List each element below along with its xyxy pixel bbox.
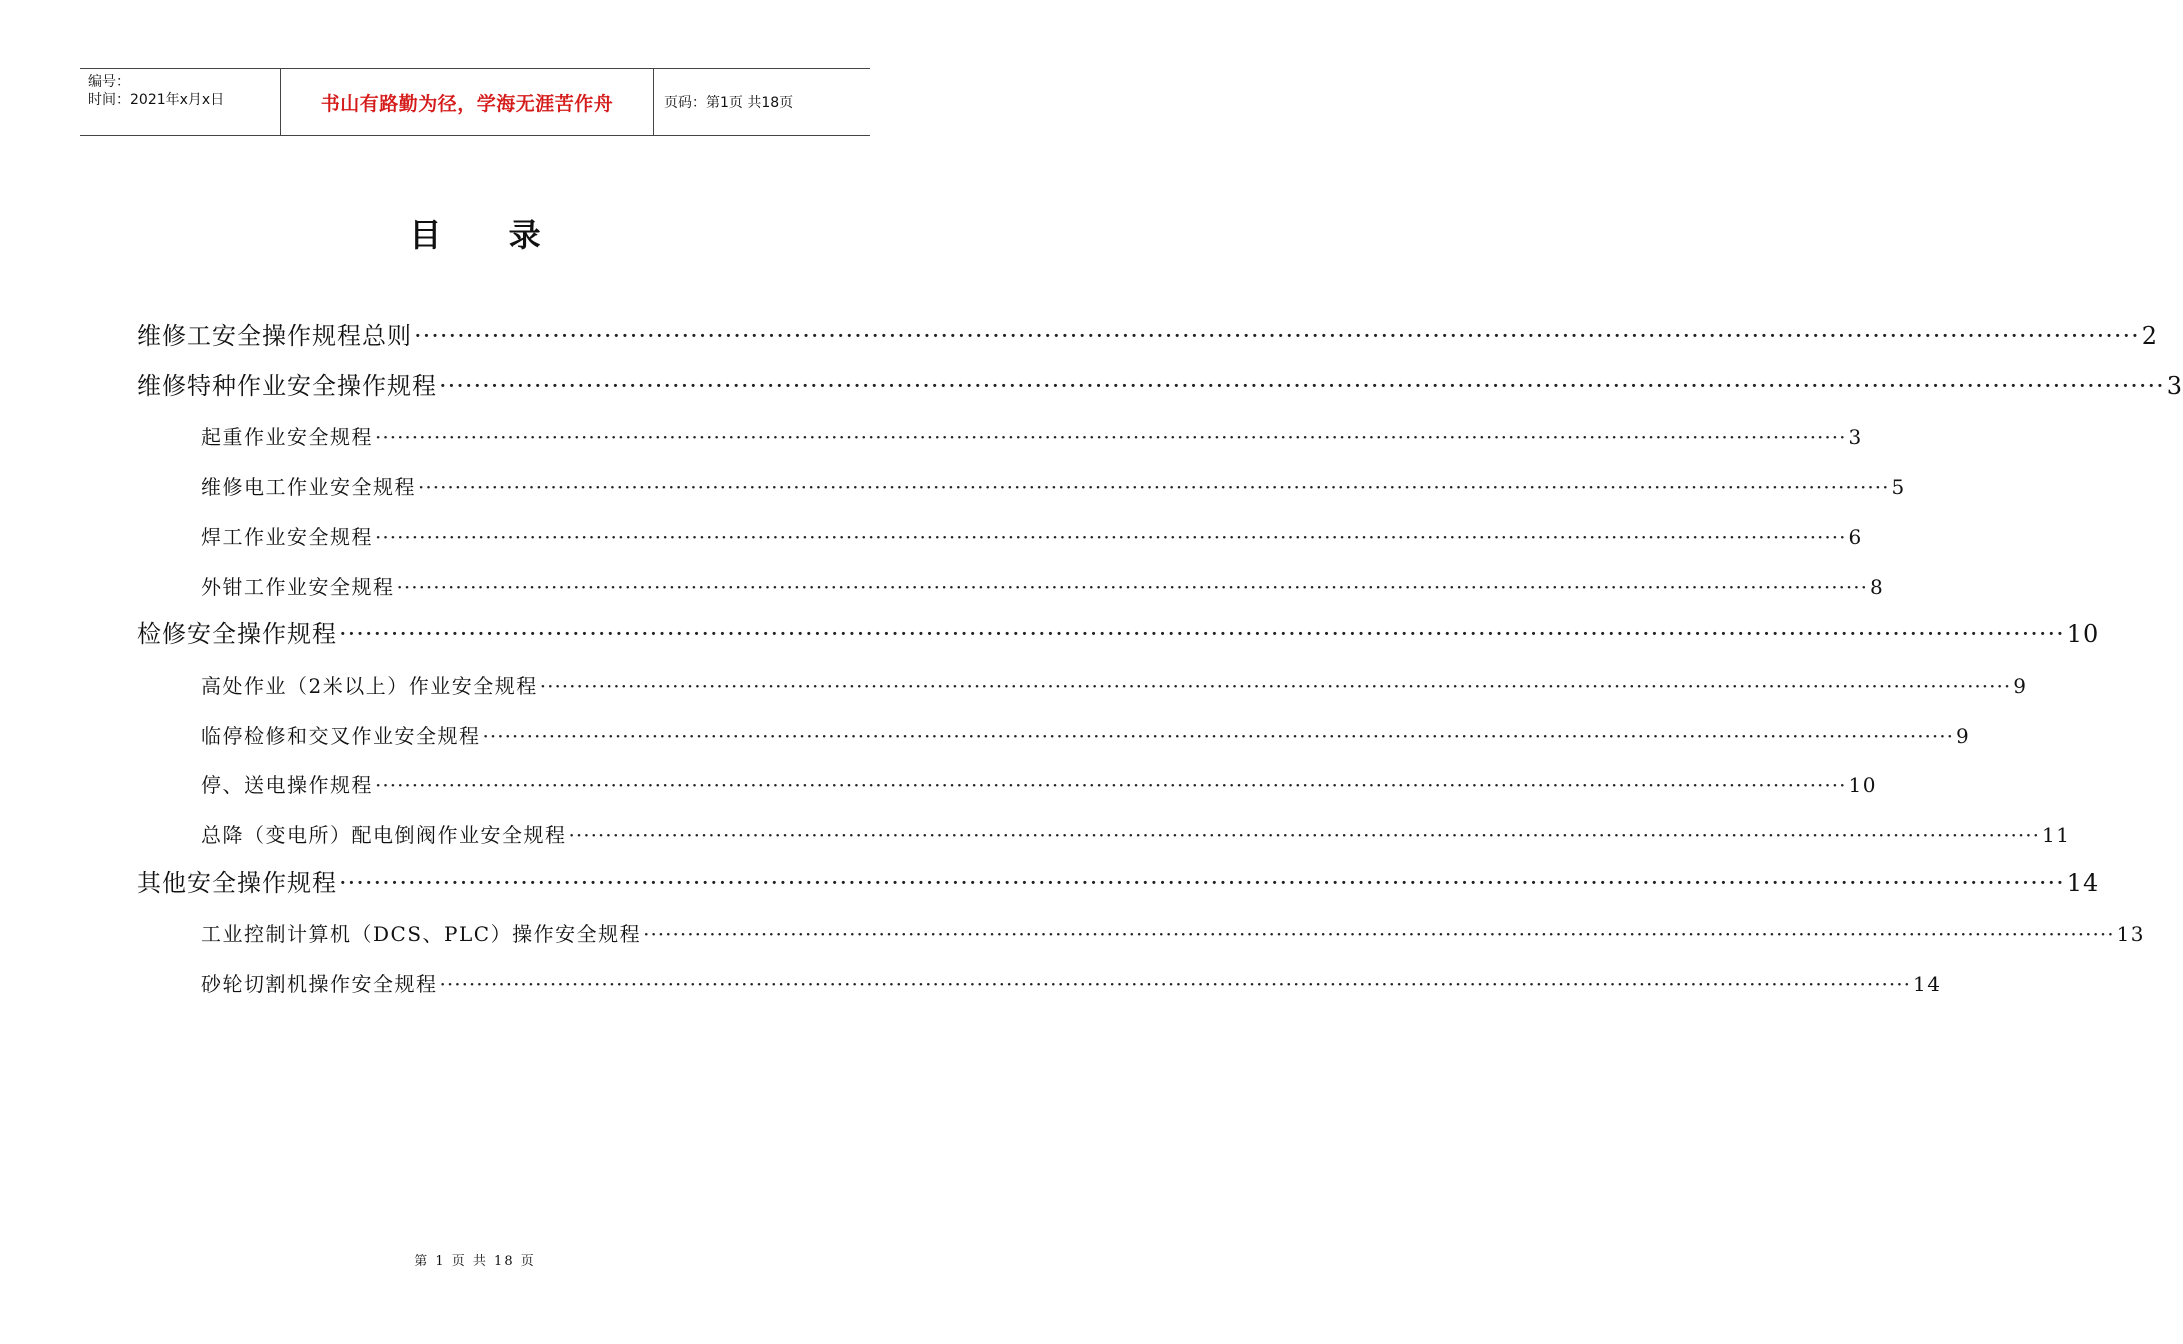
toc-dot-leader: ········································································································································································································: [414, 322, 2140, 350]
toc-dot-leader: ········································································································································································································: [418, 475, 1890, 500]
toc-entry-subsection[interactable]: [201, 918, 2146, 947]
toc-dot-leader: ········································································································································································································: [643, 922, 2115, 947]
toc-entry-label: 高处作业（2米以上）作业安全规程: [201, 673, 538, 698]
toc-entry-subsection[interactable]: [201, 571, 1885, 600]
serial-label: 编号：: [88, 74, 130, 90]
toc-entry-label: 检修安全操作规程: [137, 620, 337, 649]
toc-entry-label: 维修工安全操作规程总则: [137, 322, 412, 350]
toc-entry-section[interactable]: [137, 614, 2100, 649]
toc-entry-page: 5: [1891, 475, 1906, 500]
toc-dot-leader: ········································································································································································································: [339, 620, 2065, 649]
toc-entry-section[interactable]: [137, 366, 2183, 401]
toc-entry-subsection[interactable]: [201, 769, 1877, 798]
toc-entry-label: 起重作业安全规程: [201, 425, 373, 450]
toc-entry-label: 停、送电操作规程: [201, 773, 373, 798]
toc-entry-page: 11: [2041, 823, 2071, 847]
toc-entry-subsection[interactable]: [201, 670, 2028, 699]
page-title: 目 录: [409, 216, 569, 254]
toc-entry-subsection[interactable]: [201, 720, 1971, 749]
toc-dot-leader: ········································································································································································································: [375, 425, 1847, 450]
toc-dot-leader: ········································································································································································································: [539, 673, 2012, 698]
toc-dot-leader: ········································································································································································································: [375, 524, 1847, 549]
toc-dot-leader: ········································································································································································································: [439, 371, 2165, 400]
toc-entry-subsection[interactable]: [201, 819, 2071, 848]
toc-entry-section[interactable]: [137, 863, 2100, 898]
header-page-cell: [654, 69, 870, 135]
time-label: 时间：2021年x月x日: [88, 92, 225, 108]
toc-entry-label: 外钳工作业安全规程: [201, 574, 395, 599]
toc-entry-label: 其他安全操作规程: [137, 868, 337, 897]
header-motto: 书山有路勤为径，学海无涯苦作舟: [320, 92, 614, 115]
toc-entry-page: 10: [1848, 773, 1877, 798]
toc-entry-page: 14: [2066, 868, 2100, 897]
toc-entry-subsection[interactable]: [201, 471, 1906, 500]
toc-entry-label: 工业控制计算机（DCS、PLC）操作安全规程: [201, 922, 642, 947]
document-header: [80, 68, 870, 136]
toc-dot-leader: ········································································································································································································: [482, 723, 1954, 748]
toc-dot-leader: ········································································································································································································: [568, 823, 2040, 847]
toc-entry-page: 9: [2013, 673, 2028, 698]
toc-entry-label: 砂轮切割机操作安全规程: [201, 972, 438, 997]
toc-entry-subsection[interactable]: [201, 968, 1942, 997]
toc-entry-page: 8: [1869, 574, 1885, 599]
toc-entry-page: 3: [2166, 371, 2183, 400]
toc-entry-subsection[interactable]: [201, 421, 1863, 450]
toc-dot-leader: ········································································································································································································: [439, 972, 1911, 997]
toc-entry-subsection[interactable]: [201, 521, 1863, 550]
header-meta: [80, 69, 281, 135]
toc-entry-page: 2: [2141, 322, 2159, 350]
toc-entry-label: 焊工作业安全规程: [201, 524, 373, 549]
toc-entry-section[interactable]: [137, 316, 2159, 351]
toc-entry-page: 9: [1955, 723, 1971, 748]
header-page-info: 页码：第1页 共18页: [664, 95, 794, 111]
toc-dot-leader: ········································································································································································································: [396, 574, 1868, 599]
header-motto-cell: [281, 69, 654, 135]
toc-entry-label: 维修特种作业安全操作规程: [137, 371, 437, 400]
toc-entry-page: 6: [1848, 524, 1863, 549]
page-footer: 第 1 页 共 18 页: [414, 1254, 536, 1269]
toc-entry-page: 14: [1912, 972, 1942, 997]
toc-entry-page: 10: [2066, 620, 2100, 649]
toc-dot-leader: ········································································································································································································: [375, 773, 1847, 798]
toc-entry-label: 临停检修和交叉作业安全规程: [201, 723, 481, 748]
toc-dot-leader: ········································································································································································································: [339, 868, 2065, 897]
toc-entry-label: 维修电工作业安全规程: [201, 475, 416, 500]
toc-entry-page: 3: [1848, 425, 1863, 450]
toc-entry-label: 总降（变电所）配电倒阀作业安全规程: [201, 823, 567, 847]
toc-entry-page: 13: [2116, 922, 2146, 947]
